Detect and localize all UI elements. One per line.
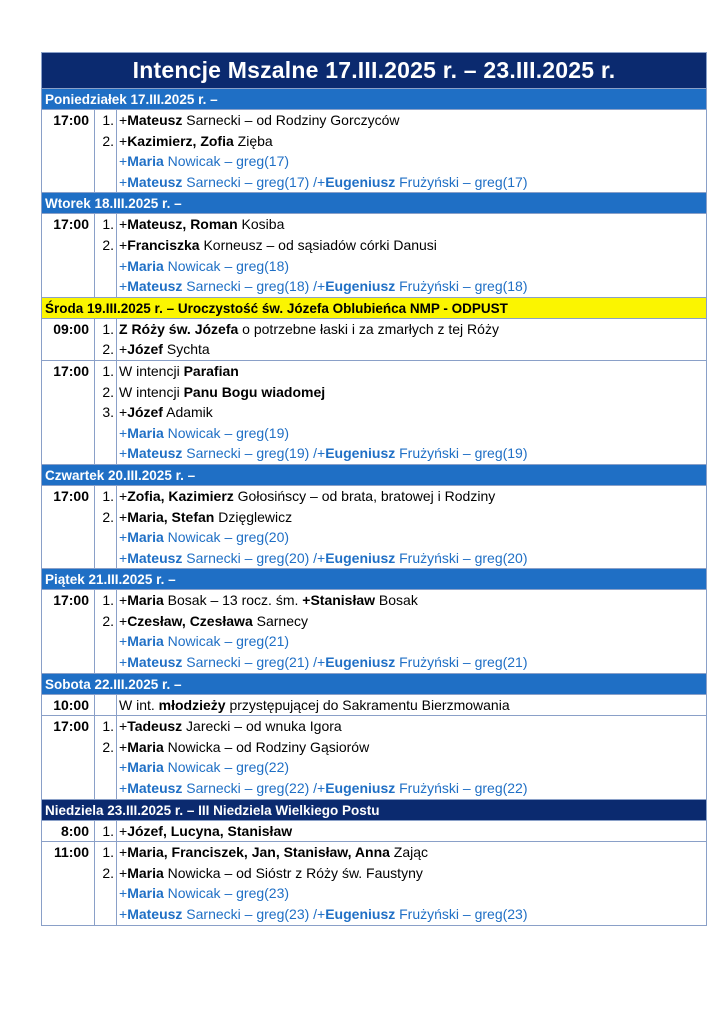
intention-fragment: +: [119, 906, 128, 922]
intention-fragment: Nowicka – od Sióstr z Róży św. Faustyny: [163, 864, 423, 881]
intention-number: 2.: [102, 738, 114, 755]
intention-fragment: Sarnecki – greg(19) /+: [182, 445, 326, 462]
day-header: Niedziela 23.III.2025 r. – III Niedziela Wielkiego Postu: [42, 799, 706, 820]
intention-fragment: +: [119, 844, 128, 861]
intention-fragment: Nowicak – greg(21): [163, 633, 290, 650]
intention-fragment: Adamik: [162, 404, 213, 421]
intention-number: [95, 151, 114, 172]
intention-number: [95, 423, 114, 444]
intention-number: 1.: [102, 718, 114, 735]
intention-fragment: Frużyński – greg(20): [395, 549, 528, 566]
intention-numbers: [95, 319, 117, 360]
intention-text: [119, 652, 706, 673]
intention-text: [119, 423, 706, 444]
intention-fragment: +: [119, 822, 128, 839]
mass-row: [42, 715, 706, 798]
intention-fragment: Nowicak – greg(17): [163, 153, 290, 170]
intention-name: Parafian: [183, 362, 239, 379]
intention-number: [95, 695, 114, 716]
mass-time: 17:00: [42, 110, 95, 192]
intention-numbers: [95, 361, 117, 464]
mass-time: 11:00: [42, 842, 95, 924]
intention-number: [95, 778, 114, 799]
intention-fragment: W intencji: [119, 362, 184, 379]
intention-fragment: +: [119, 257, 128, 274]
intention-fragment: Korneusz – od sąsiadów córki Danusi: [199, 236, 437, 253]
intention-fragment: W int.: [119, 696, 159, 713]
intention-name: Maria: [127, 424, 164, 441]
intention-fragment: Nowicak – greg(19): [163, 424, 290, 441]
intention-name: Tadeusz: [127, 718, 183, 735]
intention-fragment: +: [119, 864, 128, 881]
intention-fragment: Nowicak – greg(22): [163, 759, 290, 776]
intention-name: Maria: [127, 633, 164, 650]
intention-name: Kazimierz, Zofia: [127, 132, 234, 149]
intention-number: [95, 757, 114, 778]
intention-fragment: +: [119, 780, 128, 797]
intention-text: [119, 548, 706, 569]
intention-numbers: [95, 486, 117, 568]
intention-fragment: +: [119, 612, 128, 629]
day-section: [42, 297, 706, 464]
intention-fragment: W intencji: [119, 383, 184, 400]
intention-name: Maria: [127, 257, 164, 274]
mass-time: 17:00: [42, 716, 95, 798]
day-section: [42, 568, 706, 672]
intention-fragment: +: [119, 633, 128, 650]
day-header: Wtorek 18.III.2025 r. –: [42, 192, 706, 213]
intention-name: Eugeniusz: [325, 906, 396, 922]
intention-fragment: Frużyński – greg(19): [395, 445, 528, 462]
mass-time: 17:00: [42, 214, 95, 296]
intention-text: [119, 883, 706, 904]
intention-text: [119, 695, 706, 716]
intention-number: 1.: [102, 487, 114, 504]
intention-fragment: +: [119, 173, 128, 190]
intention-fragment: +: [119, 424, 128, 441]
intention-number: 2.: [102, 383, 114, 400]
intention-name: Mateusz, Roman: [127, 216, 238, 233]
intention-name: Franciszka: [127, 236, 200, 253]
intention-texts: [117, 842, 706, 924]
intention-name: Mateusz: [127, 112, 183, 128]
intention-fragment: Kosiba: [237, 216, 285, 233]
intention-number: [95, 631, 114, 652]
intention-fragment: +: [119, 592, 128, 609]
intention-text: [119, 214, 706, 235]
intention-fragment: +: [119, 718, 128, 735]
intention-number: [95, 527, 114, 548]
intention-name: Mateusz: [127, 173, 183, 190]
intention-number: 1.: [102, 112, 114, 128]
intention-fragment: Dzięglewicz: [214, 508, 293, 525]
intention-fragment: o potrzebne łaski i za zmarłych z tej Róży: [238, 320, 499, 337]
intention-text: [119, 821, 706, 842]
mass-row: [42, 109, 706, 192]
intention-numbers: [95, 590, 117, 672]
mass-row: [42, 213, 706, 296]
intention-fragment: Sarnecki – od Rodziny Gorczyców: [182, 112, 400, 128]
intention-numbers: [95, 842, 117, 924]
intention-fragment: Nowicak – greg(20): [163, 529, 290, 546]
intention-number: [95, 443, 114, 464]
intention-fragment: Frużyński – greg(18): [395, 278, 528, 295]
intention-name: Maria: [127, 529, 164, 546]
intention-texts: [117, 695, 706, 716]
intention-numbers: [95, 214, 117, 296]
intention-name: Józef: [127, 404, 163, 421]
intention-text: [119, 443, 706, 464]
intention-name: Maria: [127, 885, 164, 902]
intention-text: [119, 757, 706, 778]
intention-number: 1.: [102, 822, 114, 839]
intention-texts: [117, 319, 706, 360]
intention-fragment: +: [119, 153, 128, 170]
intention-fragment: Gołosińscy – od brata, bratowej i Rodziny: [233, 487, 496, 504]
intention-number: 2.: [102, 508, 114, 525]
day-header: Poniedziałek 17.III.2025 r. –: [42, 88, 706, 109]
intention-fragment: +: [119, 885, 128, 902]
intention-number: 2.: [102, 132, 114, 149]
intention-texts: [117, 361, 706, 464]
intention-fragment: +: [119, 341, 128, 358]
intention-name: Mateusz: [127, 445, 183, 462]
day-section: [42, 88, 706, 192]
days-container: [42, 88, 706, 925]
intention-text: [119, 863, 706, 884]
intention-number: [95, 548, 114, 569]
intention-name: Mateusz: [127, 906, 183, 922]
mass-row: [42, 694, 706, 716]
intention-fragment: +: [119, 508, 128, 525]
intention-fragment: Frużyński – greg(23): [395, 906, 528, 922]
intention-text: [119, 339, 706, 360]
day-section: [42, 799, 706, 925]
intention-text: [119, 319, 706, 340]
intention-text: [119, 904, 706, 925]
intention-text: [119, 527, 706, 548]
day-section: [42, 192, 706, 296]
intention-number: 2.: [102, 341, 114, 358]
intention-name: Eugeniusz: [325, 780, 396, 797]
intentions-table: [41, 52, 707, 926]
intention-fragment: Zięba: [233, 132, 273, 149]
intention-fragment: Sarnecki – greg(18) /+: [182, 278, 326, 295]
intention-name: +Stanisław: [302, 592, 376, 609]
intention-number: 1.: [102, 362, 114, 379]
intention-text: [119, 631, 706, 652]
day-header: Czwartek 20.III.2025 r. –: [42, 464, 706, 485]
intention-texts: [117, 486, 706, 568]
intention-name: Maria, Stefan: [127, 508, 215, 525]
intention-text: [119, 361, 706, 382]
intention-fragment: Zając: [389, 844, 429, 861]
intention-text: [119, 737, 706, 758]
intention-texts: [117, 821, 706, 842]
intention-name: Mateusz: [127, 278, 183, 295]
intention-fragment: Frużyński – greg(17): [395, 173, 528, 190]
intention-number: 1.: [102, 592, 114, 609]
intention-fragment: Sarnecki – greg(23) /+: [182, 906, 326, 922]
intention-fragment: +: [119, 654, 128, 671]
intention-fragment: +: [119, 112, 128, 128]
intention-number: 2.: [102, 236, 114, 253]
intention-text: [119, 611, 706, 632]
intention-text: [119, 842, 706, 863]
day-header: Sobota 22.III.2025 r. –: [42, 673, 706, 694]
intention-number: [95, 256, 114, 277]
intention-name: Czesław, Czesława: [127, 612, 253, 629]
intention-fragment: +: [119, 549, 128, 566]
intention-name: Mateusz: [127, 780, 183, 797]
intention-name: Eugeniusz: [325, 445, 396, 462]
intention-name: Maria: [127, 738, 164, 755]
intention-name: Mateusz: [127, 549, 183, 566]
intention-name: Panu Bogu wiadomej: [183, 383, 326, 400]
intention-name: Eugeniusz: [325, 549, 396, 566]
intention-text: [119, 110, 706, 131]
intention-name: Mateusz: [127, 654, 183, 671]
intention-name: Eugeniusz: [325, 654, 396, 671]
intention-texts: [117, 110, 706, 192]
intention-fragment: Frużyński – greg(22): [395, 780, 528, 797]
intention-fragment: +: [119, 278, 128, 295]
intention-numbers: [95, 695, 117, 716]
intention-fragment: Sarnecki – greg(20) /+: [182, 549, 326, 566]
mass-time: 17:00: [42, 486, 95, 568]
intention-name: Maria: [127, 592, 164, 609]
intention-numbers: [95, 821, 117, 842]
intention-number: 1.: [102, 844, 114, 861]
mass-row: [42, 485, 706, 568]
intention-text: [119, 716, 706, 737]
mass-time: 17:00: [42, 590, 95, 672]
intention-fragment: Sarnecy: [252, 612, 308, 629]
intention-fragment: Nowicak – greg(18): [163, 257, 290, 274]
intention-name: Maria, Franciszek, Jan, Stanisław, Anna: [127, 844, 390, 861]
mass-time: 10:00: [42, 695, 95, 716]
intention-name: Z Róży św. Józefa: [119, 320, 239, 337]
intention-texts: [117, 590, 706, 672]
intention-fragment: +: [119, 404, 128, 421]
intention-fragment: Sarnecki – greg(22) /+: [182, 780, 326, 797]
day-header: Piątek 21.III.2025 r. –: [42, 568, 706, 589]
intention-fragment: przystępującej do Sakramentu Bierzmowania: [225, 696, 510, 713]
intention-text: [119, 590, 706, 611]
mass-row: [42, 841, 706, 924]
intention-name: Maria: [127, 864, 164, 881]
intention-text: [119, 235, 706, 256]
intention-text: [119, 276, 706, 297]
intention-text: [119, 507, 706, 528]
intention-number: [95, 172, 114, 193]
intention-number: 1.: [102, 216, 114, 233]
intention-name: Zofia, Kazimierz: [127, 487, 234, 504]
intention-texts: [117, 716, 706, 798]
intention-name: Maria: [127, 759, 164, 776]
intention-text: [119, 402, 706, 423]
intention-numbers: [95, 716, 117, 798]
intention-name: młodzieży: [158, 696, 226, 713]
intention-name: Eugeniusz: [325, 278, 396, 295]
intention-fragment: +: [119, 487, 128, 504]
intention-fragment: +: [119, 216, 128, 233]
mass-row: [42, 360, 706, 464]
intention-name: Józef, Lucyna, Stanisław: [127, 822, 293, 839]
intention-fragment: Jarecki – od wnuka Igora: [182, 718, 342, 735]
intention-fragment: +: [119, 759, 128, 776]
mass-time: 09:00: [42, 319, 95, 360]
intention-fragment: Nowicak – greg(23): [163, 885, 290, 902]
intention-fragment: Sychta: [162, 341, 210, 358]
intention-text: [119, 382, 706, 403]
intention-text: [119, 151, 706, 172]
mass-row: [42, 318, 706, 360]
intention-text: [119, 131, 706, 152]
intention-fragment: +: [119, 445, 128, 462]
intention-fragment: +: [119, 738, 128, 755]
intention-fragment: Nowicka – od Rodziny Gąsiorów: [163, 738, 370, 755]
intention-number: 3.: [102, 404, 114, 421]
intention-name: Maria: [127, 153, 164, 170]
intention-text: [119, 172, 706, 193]
intention-texts: [117, 214, 706, 296]
mass-row: [42, 820, 706, 842]
intention-fragment: +: [119, 529, 128, 546]
day-section: [42, 673, 706, 799]
intention-fragment: Bosak – 13 rocz. śm.: [163, 592, 303, 609]
intention-fragment: +: [119, 132, 128, 149]
intention-text: [119, 256, 706, 277]
intention-fragment: +: [119, 236, 128, 253]
intention-text: [119, 486, 706, 507]
intention-number: 1.: [102, 320, 114, 337]
day-header: Środa 19.III.2025 r. – Uroczystość św. Józefa Oblubieńca NMP - ODPUST: [42, 297, 706, 318]
intention-number: 2.: [102, 612, 114, 629]
intention-text: [119, 778, 706, 799]
intention-fragment: Bosak: [375, 592, 418, 609]
intention-number: [95, 276, 114, 297]
intention-numbers: [95, 110, 117, 192]
intention-name: Józef: [127, 341, 163, 358]
mass-time: 8:00: [42, 821, 95, 842]
intention-number: [95, 904, 114, 925]
intention-number: [95, 883, 114, 904]
intention-fragment: Sarnecki – greg(21) /+: [182, 654, 326, 671]
intention-number: 2.: [102, 864, 114, 881]
mass-row: [42, 589, 706, 672]
day-section: [42, 464, 706, 568]
page-title: Intencje Mszalne 17.III.2025 r. – 23.III.2025 r.: [42, 53, 706, 88]
intention-name: Eugeniusz: [325, 173, 396, 190]
intention-fragment: Sarnecki – greg(17) /+: [182, 173, 326, 190]
intention-fragment: Frużyński – greg(21): [395, 654, 528, 671]
intention-number: [95, 652, 114, 673]
mass-time: 17:00: [42, 361, 95, 464]
